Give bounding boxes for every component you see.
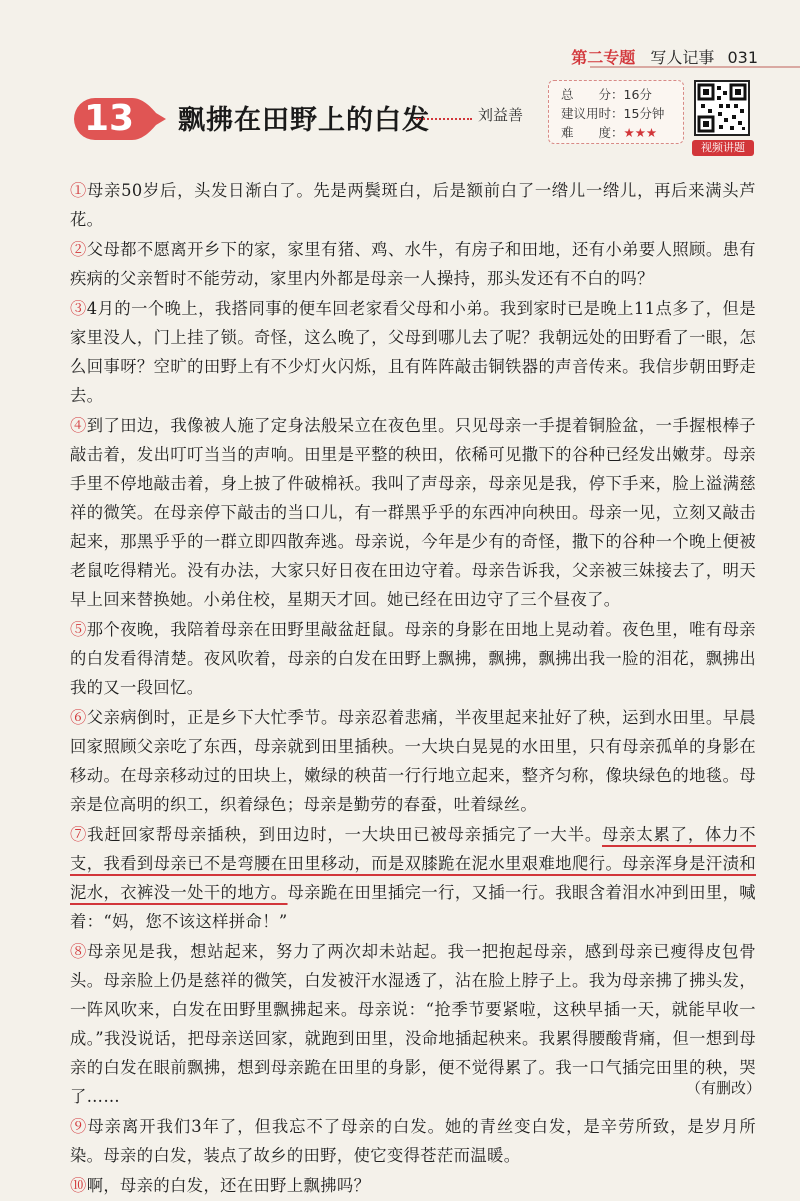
lesson-number-badge bbox=[72, 96, 168, 142]
difficulty bbox=[561, 123, 683, 142]
paragraph-text: 父母都不愿离开乡下的家，家里有猪、鸡、水牛，有房子和田地，还有小弟要人照顾。患有疾病的父亲暂时不能劳动，家里内外都是母亲一人操持，那头发还有不白的吗？ bbox=[70, 240, 756, 288]
paragraph-number: ④ bbox=[70, 416, 87, 435]
paragraph-number: ⑧ bbox=[70, 942, 88, 961]
revision-note: （有删改） bbox=[686, 1079, 762, 1097]
paragraph-number: ⑨ bbox=[70, 1117, 88, 1136]
header-section: 写人记事 bbox=[650, 48, 715, 67]
paragraph-10 bbox=[70, 1171, 756, 1200]
paragraph-text: 我赶回家帮母亲插秧，到田边时，一大块田已被母亲插完了一大半。 bbox=[87, 825, 603, 844]
lesson-number: 13 bbox=[83, 98, 135, 139]
paragraph-5 bbox=[70, 615, 756, 702]
paragraph-text: 母亲50岁后，头发日渐白了。先是两鬓斑白，后是额前白了一绺儿一绺儿，再后来满头芦花。 bbox=[70, 181, 756, 229]
lesson-title: 飘拂在田野上的白发 bbox=[178, 105, 430, 136]
page-header bbox=[0, 42, 800, 72]
exercise-info-card bbox=[548, 80, 684, 144]
paragraph-text: 4月的一个晚上，我搭同事的便车回老家看父母和小弟。我到家时已是晚上11点多了，但是家里没人，门上挂了锁。奇怪，这么晚了，父母到哪儿去了呢？我朝远处的田野看了一眼，怎么回事呀？空旷的田野上有不少灯火闪烁，且有阵阵敲击铜铁器的声音传来。我信步朝田野走去。 bbox=[70, 299, 756, 405]
suggested-time: 建议用时：15分钟 bbox=[561, 106, 665, 121]
title-dotted-rule bbox=[416, 118, 472, 120]
difficulty-stars: ★★★ bbox=[623, 125, 658, 140]
paragraph-text: 母亲离开我们3年了，但我忘不了母亲的白发。她的青丝变白发，是辛劳所致，是岁月所染。母亲的白发，装点了故乡的田野，使它变得苍茫而温暖。 bbox=[70, 1117, 757, 1165]
video-explanation-label[interactable]: 视频讲题 bbox=[692, 140, 754, 156]
paragraph-text-end: 母亲跪在田里插完一行，又插一行。我眼含着泪水冲到田里，喊着：“妈，您不该这样拼命！” bbox=[70, 883, 756, 931]
paragraph-text: 母亲见是我，想站起来，努力了两次却未站起。我一把抱起母亲，感到母亲已瘦得皮包骨头。母亲脸上仍是慈祥的微笑，白发被汗水湿透了，沾在脸上脖子上。我为母亲拂了拂头发，一阵风吹来，白发在田野里飘拂起来。母亲说：“抢季节要紧啦，这秧早插一天，就能早收一成。”我没说话，把母亲送回家，就跑到田里，没命地插起秧来。我累得腰酸背痛，但一想到母亲的白发在眼前飘拂，想到母亲跪在田里的身影，便不觉得累了。我一口气插完田里的秧，哭了…… bbox=[70, 942, 756, 1106]
total-score: 总 分：16分 bbox=[561, 87, 652, 102]
paragraph-number: ⑥ bbox=[70, 708, 87, 727]
author-name: 刘益善 bbox=[478, 106, 524, 124]
paragraph-text: 那个夜晚，我陪着母亲在田野里敲盆赶鼠。母亲的身影在田地上晃动着。夜色里，唯有母亲的白发看得清楚。夜风吹着，母亲的白发在田野上飘拂，飘拂，飘拂出我一脸的泪花，飘拂出我的又一段回忆。 bbox=[70, 620, 756, 697]
qr-code-icon[interactable] bbox=[694, 80, 750, 136]
difficulty-label: 难 度： bbox=[561, 125, 624, 140]
header-topic: 第二专题 bbox=[571, 48, 636, 67]
paragraph-number: ⑩ bbox=[70, 1176, 87, 1195]
article-body bbox=[70, 176, 756, 1201]
paragraph-1 bbox=[70, 176, 756, 234]
paragraph-6 bbox=[70, 703, 756, 819]
paragraph-text: 父亲病倒时，正是乡下大忙季节。母亲忍着悲痛，半夜里起来扯好了秧，运到水田里。早晨回家照顾父亲吃了东西，母亲就到田里插秧。一大块白晃晃的水田里，只有母亲孤单的身影在移动。在母亲移动过的田块上，嫩绿的秧苗一行行地立起来，整齐匀称，像块绿色的地毯。母亲是位高明的织工，织着绿色；母亲是勤劳的春蚕，吐着绿丝。 bbox=[70, 708, 756, 814]
paragraph-3 bbox=[70, 294, 756, 410]
paragraph-text: 啊，母亲的白发，还在田野上飘拂吗？ bbox=[86, 1176, 371, 1195]
paragraph-text: 到了田边，我像被人施了定身法般呆立在夜色里。只见母亲一手提着铜脸盆，一手握根棒子敲击着，发出叮叮当当的声响。田里是平整的秧田，依稀可见撒下的谷种已经发出嫩芽。母亲手里不停地敲击着，身上披了件破棉袄。我叫了声母亲，母亲见是我，停下手来，脸上溢满慈祥的微笑。在母亲停下敲击的当口儿，有一群黑乎乎的东西冲向秧田。母亲一见，立刻又敲击起来，那黑乎乎的一群立即四散奔逃。母亲说，今年是少有的奇怪，撒下的谷种一个晚上便被老鼠吃得精光。没有办法，大家只好日夜在田边守着。母亲告诉我，父亲被三妹接去了，明天早上回来替换她。小弟住校，星期天才回。她已经在田边守了三个昼夜了。 bbox=[70, 416, 756, 609]
underlined-sentence: 母亲太累了，体力不支，我看到母亲已不是弯腰在田里移动，而是双膝跪在泥水里艰难地爬行。母亲浑身是汗渍和泥水，衣裤没一处干的地方。 bbox=[70, 825, 756, 902]
paragraph-9 bbox=[70, 1112, 756, 1170]
paragraph-2 bbox=[70, 235, 756, 293]
paragraph-8 bbox=[70, 937, 756, 1111]
page-number: 031 bbox=[727, 48, 758, 67]
paragraph-number: ② bbox=[70, 240, 87, 259]
paragraph-number: ⑦ bbox=[70, 825, 88, 844]
paragraph-4 bbox=[70, 411, 756, 614]
paragraph-number: ⑤ bbox=[70, 620, 87, 639]
paragraph-number: ① bbox=[70, 181, 88, 200]
paragraph-7 bbox=[70, 820, 756, 936]
running-head bbox=[571, 45, 758, 68]
paragraph-number: ③ bbox=[70, 299, 87, 318]
